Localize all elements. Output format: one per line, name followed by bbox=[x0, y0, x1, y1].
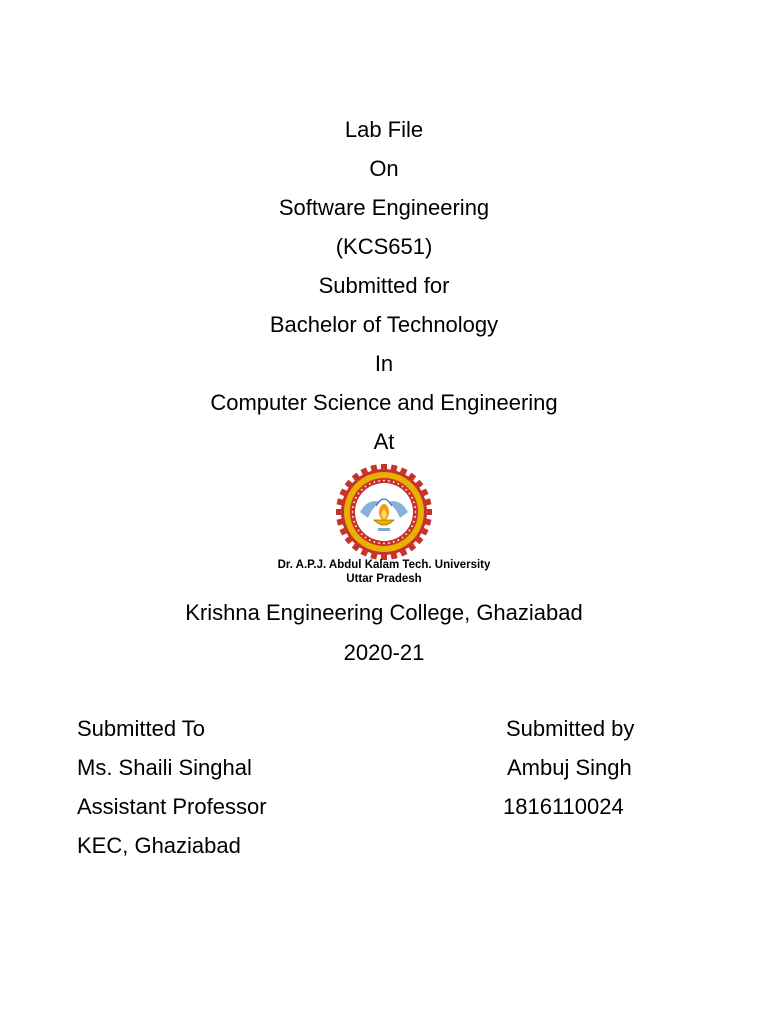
title-line-in: In bbox=[374, 351, 394, 376]
university-name: Dr. A.P.J. Abdul Kalam Tech. University bbox=[277, 559, 491, 571]
submitted-to-name: Ms. Shaili Singhal bbox=[77, 755, 252, 780]
title-line-on: On bbox=[369, 156, 399, 181]
branch-name: Computer Science and Engineering bbox=[210, 390, 558, 415]
submitted-by-roll-number: 1816110024 bbox=[503, 794, 624, 819]
title-line-at: At bbox=[373, 429, 395, 454]
degree-name: Bachelor of Technology bbox=[269, 312, 499, 337]
submitted-by-label: Submitted by bbox=[506, 716, 635, 741]
submitted-to-organization: KEC, Ghaziabad bbox=[77, 833, 241, 858]
academic-year: 2020-21 bbox=[343, 640, 425, 665]
college-name: Krishna Engineering College, Ghaziabad bbox=[185, 600, 583, 625]
submitted-by-name: Ambuj Singh bbox=[507, 755, 632, 780]
submitted-to-label: Submitted To bbox=[77, 716, 206, 741]
title-line-lab-file: Lab File bbox=[344, 117, 424, 142]
submitted-to-designation: Assistant Professor bbox=[77, 794, 267, 819]
university-state: Uttar Pradesh bbox=[346, 573, 422, 585]
title-line-submitted-for: Submitted for bbox=[318, 273, 450, 298]
subject-code: (KCS651) bbox=[335, 234, 433, 259]
university-seal-icon bbox=[334, 462, 434, 562]
subject-name: Software Engineering bbox=[278, 195, 490, 220]
